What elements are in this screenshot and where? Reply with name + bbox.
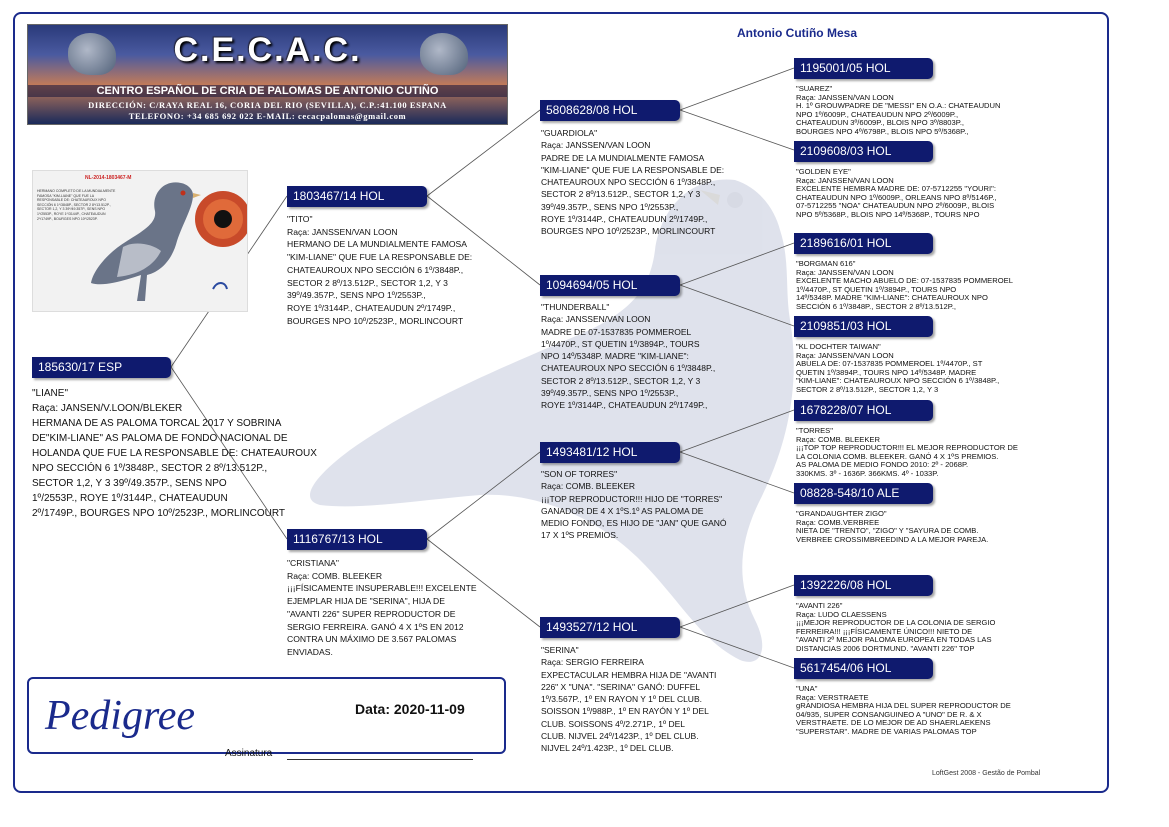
grandparent-ring-3: 1493481/12 HOL: [540, 442, 680, 463]
grandparent-info-2: "THUNDERBALL" Raça: JANSSEN/VAN LOON MADRE DE 07-1537835 POMMEROEL 1º/4470P., ST QUETIN 1º/3894P., TOURS NPO 14º/5348P. MADRE "KIM-LIANE": CHATEAUROUX NPO SECCIÓN 6 1º/3848P., SECTOR 2 8º/13.512P., SECTOR 1,2, Y 3 39º/49.357P., SENS NPO 1º/2553P., ROYE 1º/3144P., CHATEAUDUN 2º/1749P.,: [541, 302, 716, 411]
great-grandparent-info-8: "UNA" Raça: VERSTRAETE gRANDIOSA HEMBRA HIJA DEL SUPER REPRODUCTOR DE 04/935, SUPER CONSANGUINEO A "UNO" DE R. & X VERSTRAETE. DE LO MEJOR DE AD SHAERLAEKENS "SUPERSTAR". MADRE DE VARIAS PALOMAS TOP: [796, 684, 1011, 736]
great-grandparent-ring-7: 1392226/08 HOL: [794, 575, 933, 596]
sire-info: "TITO" Raça: JANSSEN/VAN LOON HERMANO DE LA MUNDIALMENTE FAMOSA "KIM-LIANE" QUE FUE LA RESPONSABLE DE: CHATEAUROUX NPO SECCIÓN 6 1º/3848P., SECTOR 2 8º/13.512P., SECTOR 1,2, Y 3 39º/49.357P., SENS NPO 1º/2553P., ROYE 1º/3144P., CHATEAUDUN 2º/1749P., BOURGES NPO 10º/2523P., MORLINCOURT: [287, 214, 473, 326]
pedigree-box: [27, 677, 506, 759]
signature-line: [287, 759, 473, 760]
pigeon-photo: [32, 170, 248, 312]
photo-caption: HERMANO COMPLETO DE LA MUNDIALMENTE FAMOSA "KIM-LIANE" QUE FUE LA RESPONSABLE DE: CHATEAUROUX NPO SECCIÓN 6 1º/3848P., SECTOR 2 8º/13.512P., SECTOR 1,2, Y 3 39º/49.357P., SENS NPO 1º/2553P., ROYE 1º/3144P., CHATEAUDUN 2º/1749P., BOURGES NPO 10º/2523P.: [37, 189, 116, 221]
great-grandparent-ring-5: 1678228/07 HOL: [794, 400, 933, 421]
pedigree-logo: Pedigree: [45, 693, 196, 739]
cecac-banner: [27, 24, 508, 125]
great-grandparent-info-3: "BORGMAN 616" Raça: JANSSEN/VAN LOON EXCELENTE MACHO ABUELO DE: 07-1537835 POMMEROEL 1º/4470P., ST QUETIN 1º/3894P., TOURS NPO 14º/5348P. MADRE "KIM-LIANE": CHATEAUROUX NPO SECCIÓN 6 1º/3848P., SECTOR 2 8º/13.512P.,: [796, 259, 1013, 311]
owner-name: Antonio Cutiño Mesa: [737, 26, 857, 40]
great-grandparent-ring-3: 2189616/01 HOL: [794, 233, 933, 254]
subject-info: "LIANE" Raça: JANSEN/V.LOON/BLEKER HERMANA DE AS PALOMA TORCAL 2017 Y SOBRINA DE"KIM-LIANE" AS PALOMA DE FONDO NACIONAL DE HOLANDA QUE FUE LA RESPONSABLE DE: CHATEAUROUX NPO SECCIÓN 6 1º/3848P., SECTOR 2 8º/13.512P., SECTOR 1,2, Y 3 39º/49.357P., SENS NPO 1º/2553P., ROYE 1º/3144P., CHATEAUDUN 2º/1749P., BOURGES NPO 10º/2523P., MORLINCOURT: [32, 388, 317, 519]
great-grandparent-ring-6: 08828-548/10 ALE: [794, 483, 933, 504]
great-grandparent-info-1: "SUAREZ" Raça: JANSSEN/VAN LOON H. 1º GROUWPADRE DE "MESSI" EN O.A.: CHATEAUDUN NPO 1º/6009P., CHATEAUDUN NPO 2º/6009P., CHATEAUDUN 3º/6009P., BLOIS NPO 3º/8803P., BOURGES NPO 4º/6798P., BLOIS NPO 5º/5368P.,: [796, 84, 1001, 136]
great-grandparent-ring-8: 5617454/06 HOL: [794, 658, 933, 679]
great-grandparent-ring-2: 2109608/03 HOL: [794, 141, 933, 162]
dam-ring: 1116767/13 HOL: [287, 529, 427, 550]
banner-brand: C.E.C.A.C.: [173, 31, 362, 69]
great-grandparent-ring-4: 2109851/03 HOL: [794, 316, 933, 337]
banner-title: CENTRO ESPAÑOL DE CRIA DE PALOMAS DE ANTONIO CUTIÑO: [28, 85, 507, 97]
dam-info: "CRISTIANA" Raça: COMB. BLEEKER ¡¡¡FÍSICAMENTE INSUPERABLE!!! EXCELENTE EJEMPLAR HIJA DE "SERINA", HIJA DE "AVANTI 226" SUPER REPRODUCTOR DE SERGIO FERREIRA. GANÓ 4 X 1ºS EN 2012 CONTRA UN MÁXIMO DE 3.567 PALOMAS ENVIADAS.: [287, 558, 477, 657]
sire-ring: 1803467/14 HOL: [287, 186, 427, 207]
great-grandparent-info-4: "KL DOCHTER TAIWAN" Raça: JANSSEN/VAN LOON ABUELA DE: 07-1537835 POMMEROEL 1º/4470P., ST QUETIN 1º/3894P., TOURS NPO 14º/5348P. MADRE "KIM-LIANE": CHATEAUROUX NPO SECCIÓN 6 1º/3848P., SECTOR 2 8º/13.512P., SECTOR 1,2, Y 3: [796, 342, 1000, 394]
footer-credit: LoftGest 2008 - Gestão de Pombal: [932, 770, 1041, 777]
grandparent-info-1: "GUARDIOLA" Raça: JANSSEN/VAN LOON PADRE DE LA MUNDIALMENTE FAMOSA "KIM-LIANE" QUE FUE LA RESPONSABLE DE: CHATEAUROUX NPO SECCIÓN 6 1º/3848P., SECTOR 2 8º/13.512P., SECTOR 1,2, Y 3 39º/49.357P., SENS NPO 1º/2553P., ROYE 1º/3144P., CHATEAUDUN 2º/1749P., BOURGES NPO 10º/2523P., MORLINCOURT: [541, 128, 725, 237]
pedigree-date: Data: 2020-11-09: [355, 701, 465, 717]
subject-ring: 185630/17 ESP: [32, 357, 171, 378]
banner-contact: TELEFONO: +34 685 692 022 E-MAIL: cecacpalomas@gmail.com: [128, 111, 407, 121]
great-grandparent-info-7: "AVANTI 226" Raça: LUDO CLAESSENS ¡¡¡MEJOR REPRODUCTOR DE LA COLONIA DE SERGIO FERREIRA!!! ¡¡¡FÍSICAMENTE ÚNICO!!! NIETO DE "AVANTI 2º MEJOR PALOMA EUROPEA EN TODAS LAS DISTANCIAS 2006 DORTMUND. "AVANTI 226" TOP: [796, 601, 996, 653]
photo-ring-label: NL-2014-1803467-M: [85, 175, 132, 181]
grandparent-ring-4: 1493527/12 HOL: [540, 617, 680, 638]
grandparent-info-3: "SON OF TORRES" Raça: COMB. BLEEKER ¡¡¡TOP REPRODUCTOR!!! HIJO DE "TORRES" GANADOR DE 4 X 1ºS.1º AS PALOMA DE MEDIO FONDO, ES HIJO DE "JAN" QUE GANÓ 17 X 1ºS PREMIOS.: [541, 469, 727, 541]
pigeon-photo-art: [33, 171, 248, 312]
great-grandparent-ring-1: 1195001/05 HOL: [794, 58, 933, 79]
signature-label: Assinatura: [225, 748, 273, 759]
great-grandparent-info-6: "GRANDAUGHTER ZIGO" Raça: COMB.VERBREE NIETA DE "TRENTO", "ZIGO" Y "SAYURA DE COMB. VERBREE CROSSIMBREEDIND A LA MEJOR PAREJA.: [796, 509, 989, 544]
grandparent-info-4: "SERINA" Raça: SERGIO FERREIRA EXPECTACULAR HEMBRA HIJA DE "AVANTI 226" X "UNA". "SERINA" GANÓ: DUFFEL 1º/3.567P., 1º EN RAYON Y 1º DEL CLUB. SOISSON 1º/988P., 1º EN RAYÓN Y 1º DEL CLUB. SOISSONS 4º/2.271P., 1º DEL CLUB. NIJVEL 24º/1423P., 1º DEL CLUB. NIJVEL 24º/1.423P., 1º DEL CLUB.: [541, 645, 717, 754]
grandparent-ring-2: 1094694/05 HOL: [540, 275, 680, 296]
great-grandparent-info-2: "GOLDEN EYE" Raça: JANSSEN/VAN LOON EXCELENTE HEMBRA MADRE DE: 07-5712255 "YOURI": CHATEAUDUN NPO 1º/6009P., ORLEANS NPO 8º/5146P., 07-5712255 "NOA" CHATEAUDUN NPO 2º/6009P., BLOIS NPO 5º/5368P., BLOIS NPO 14º/5368P., TOURS NPO: [796, 167, 997, 219]
great-grandparent-info-5: "TORRES" Raça: COMB. BLEEKER ¡¡¡TOP TOP REPRODUCTOR!!! EL MEJOR REPRODUCTOR DE LA COLONIA COMB. BLEEKER. GANÓ 4 X 1ºS PREMIOS. AS PALOMA DE MEDIO FONDO 2010: 2º - 2068P. 330KMS. 3º - 1636P. 366KMS. 4º - 1033P.: [796, 426, 1018, 478]
banner-address: DIRECCIÓN: C/RAYA REAL 16, CORIA DEL RIO (SEVILLA), C.P.:41.100 ESPANA: [88, 100, 447, 110]
grandparent-ring-1: 5808628/08 HOL: [540, 100, 680, 121]
